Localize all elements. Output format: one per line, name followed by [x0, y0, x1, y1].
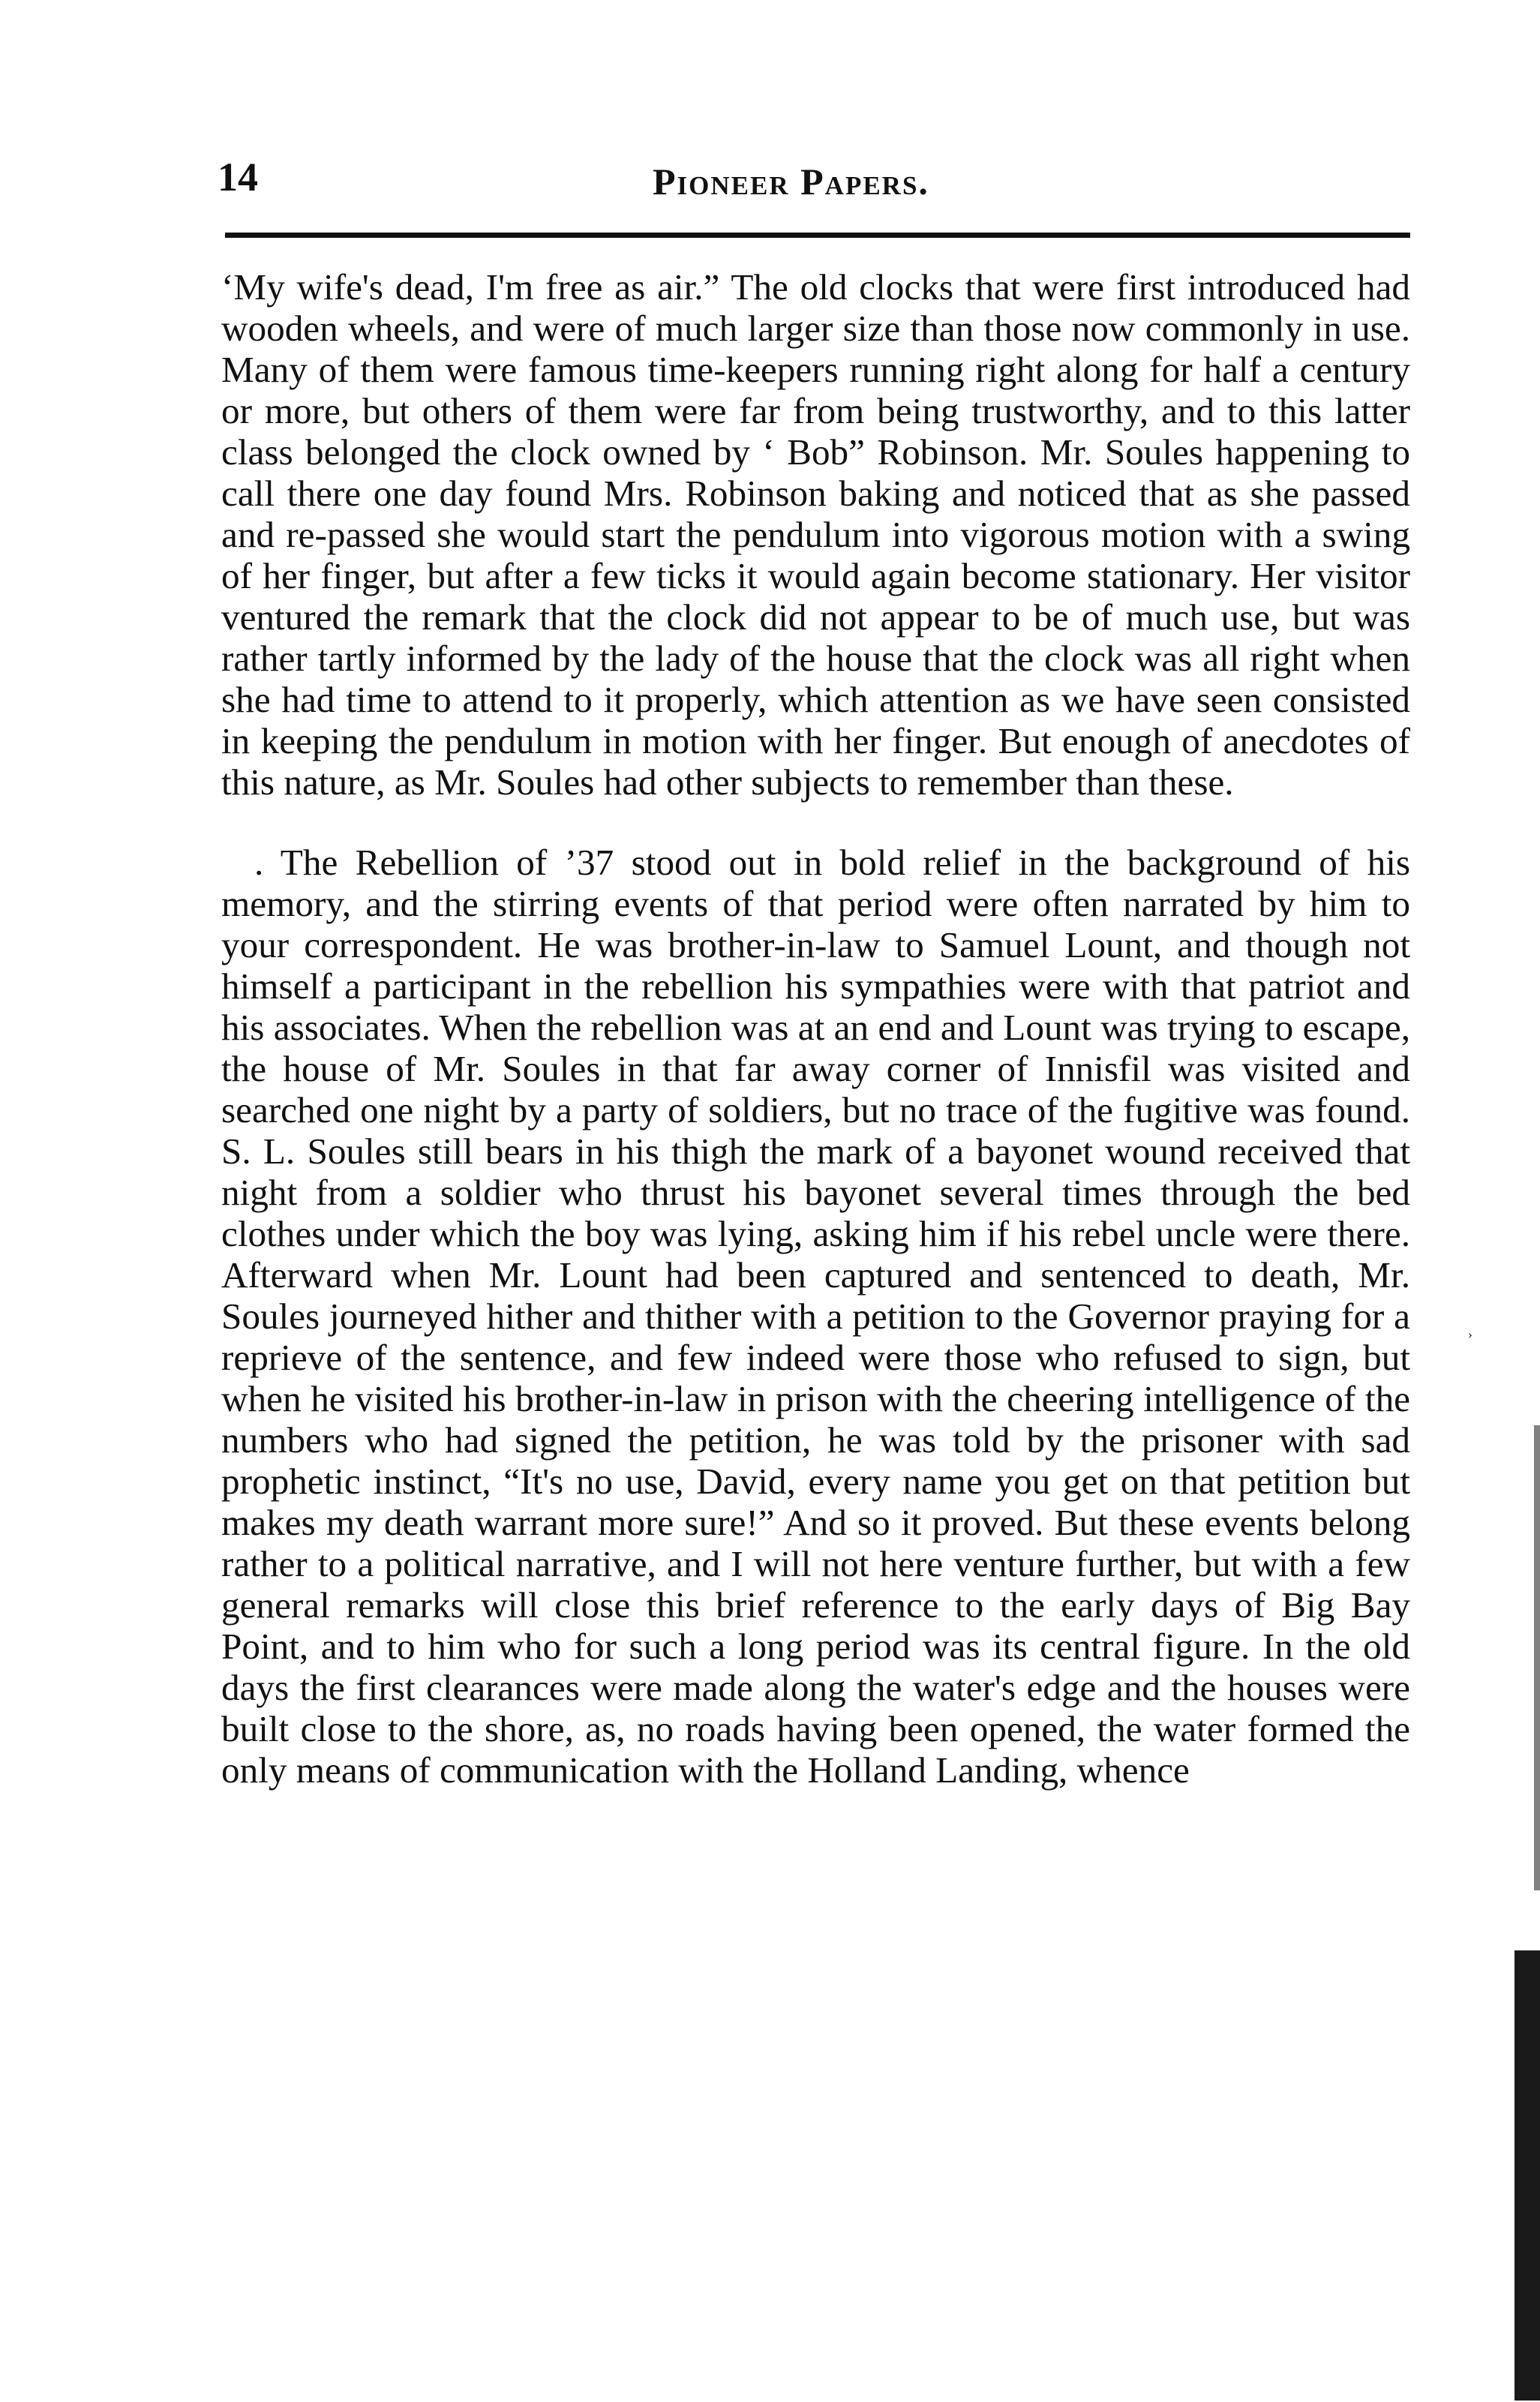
scan-edge-bar-lower	[1514, 1950, 1540, 2400]
running-head: Pioneer Papers.	[653, 161, 929, 203]
paragraph-rebellion: . The Rebellion of ’37 stood out in bold relief in the background of his memory, and the stirring events of that period were often narrated by him to your correspondent. He was brother-in-law to Samuel Lount, and though not himself a participant in the rebellion his sympathies were with that patriot and his associates. When the rebellion was at an end and Lount was trying to escape, the house of Mr. Soules in that far away corner of Innisfil was visited and searched one night by a party of soldiers, but no trace of the fugitive was found. S. L. Soules still bears in his thigh the mark of a bayonet wound received that night from a soldier who thrust his bayonet several times through the bed clothes under which the boy was lying, asking him if his rebel uncle were there. Afterward when Mr. Lount had been captured and sentenced to death, Mr. Soules journeyed hither and thither with a petition to the Governor praying for a reprieve of the sentence, and few indeed were those who refused to sign, but when he visited his brother-in-law in prison with the cheering intelligence of the numbers who had signed the petition, he was told by the prisoner with sad prophetic instinct, “It's no use, David, every name you get on that petition but makes my death warrant more sure!” And so it proved. But these events belong rather to a political narrative, and I will not here venture further, but with a few general remarks will close this brief reference to the early days of Big Bay Point, and to him who for such a long period was its central figure. In the old days the first clearances were made along the water's edge and the houses were built close to the shore, as, no roads having been opened, the water formed the only means of communication with the Holland Landing, whence	[221, 842, 1410, 1791]
page-number: 14	[218, 155, 258, 200]
scan-edge-bar-upper	[1534, 1425, 1540, 1890]
header-rule	[225, 233, 1410, 238]
page-header	[218, 154, 1410, 214]
scan-edge-shadow	[1495, 0, 1540, 2402]
body-text	[221, 266, 1410, 1791]
paragraph-clocks-anecdote: ‘My wife's dead, I'm free as air.” The old clocks that were first introduced had wooden wheels, and were of much larger size than those now commonly in use. Many of them were famous time-keepers running right along for half a century or more, but others of them were far from being trustworthy, and to this latter class belonged the clock owned by ‘ Bob” Robinson. Mr. Soules happening to call there one day found Mrs. Robinson baking and noticed that as she passed and re-passed she would start the pendulum into vigorous motion with a swing of her finger, but after a few ticks it would again become stationary. Her visitor ventured the remark that the clock did not appear to be of much use, but was rather tartly informed by the lady of the house that the clock was all right when she had time to attend to it properly, which attention as we have seen consisted in keeping the pendulum in motion with her finger. But enough of anecdotes of this nature, as Mr. Soules had other subjects to remember than these.	[221, 266, 1410, 803]
margin-mark: ›	[1467, 1328, 1472, 1342]
